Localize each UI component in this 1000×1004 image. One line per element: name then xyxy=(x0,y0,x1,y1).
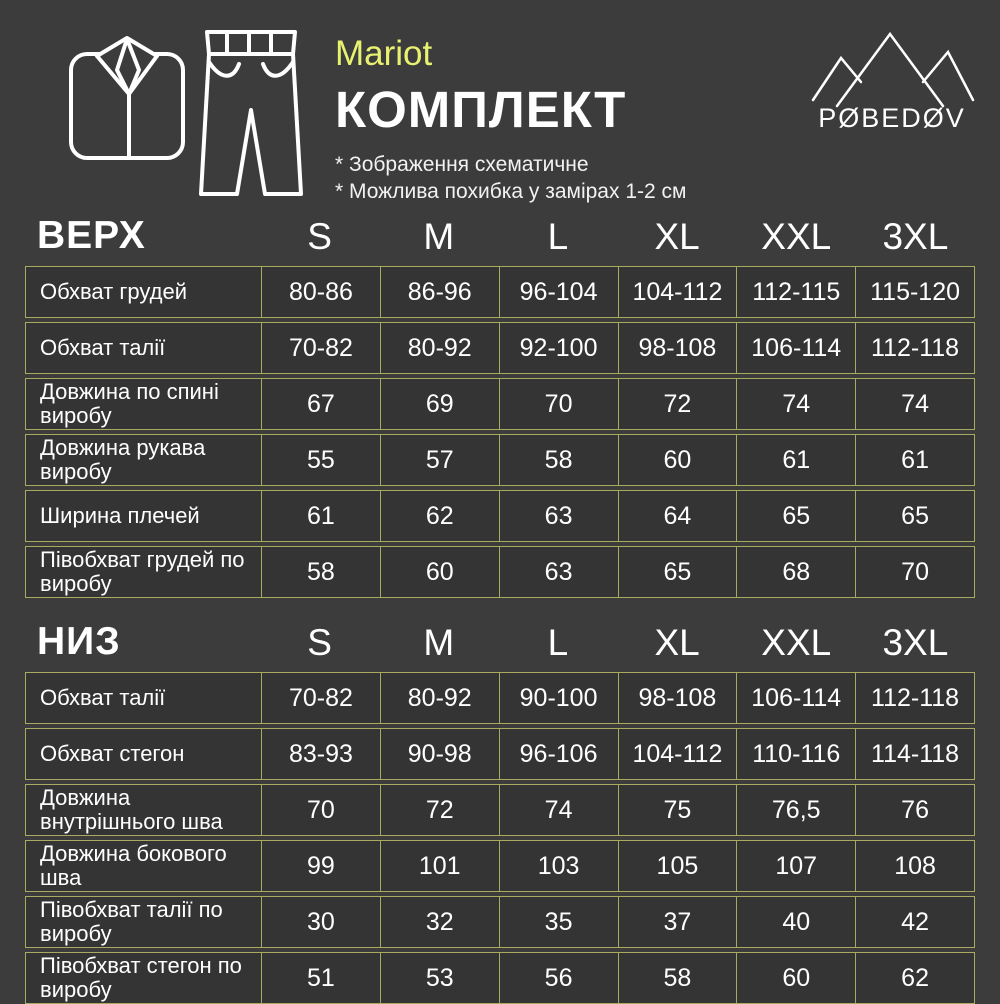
mountains-logo-icon xyxy=(813,34,973,106)
size-column-header: L xyxy=(547,622,569,663)
measurement-value: 64 xyxy=(618,491,737,541)
measurement-value: 58 xyxy=(618,953,737,1003)
brand-name: PØBEDØV xyxy=(818,103,966,133)
measurement-value: 70-82 xyxy=(261,323,380,373)
measurement-value: 90-100 xyxy=(499,673,618,723)
measurement-value: 98-108 xyxy=(618,673,737,723)
size-column-header: L xyxy=(547,216,569,257)
size-column-header: 3XL xyxy=(882,622,949,663)
measurement-value: 58 xyxy=(499,435,618,485)
size-column-header: XXL xyxy=(761,622,832,663)
measurement-value: 75 xyxy=(618,785,737,835)
measurement-value: 68 xyxy=(736,547,855,597)
measurement-label: Півобхват грудей по виробу xyxy=(40,547,245,596)
note-schematic: * Зображення схематичне xyxy=(335,153,589,176)
measurement-value: 69 xyxy=(380,379,499,429)
measurement-label: Довжина по спині виробу xyxy=(40,379,219,428)
measurement-value: 105 xyxy=(618,841,737,891)
notes xyxy=(335,151,686,205)
table-row xyxy=(25,784,975,836)
measurement-value: 99 xyxy=(261,841,380,891)
measurement-value: 60 xyxy=(380,547,499,597)
measurement-value: 80-92 xyxy=(380,673,499,723)
measurement-value: 55 xyxy=(261,435,380,485)
page-header xyxy=(0,0,1000,208)
size-column-header: XL xyxy=(654,216,700,257)
measurement-value: 106-114 xyxy=(736,323,855,373)
table-row xyxy=(25,266,975,318)
table-row xyxy=(25,490,975,542)
size-column-header: M xyxy=(423,622,455,663)
measurement-value: 92-100 xyxy=(499,323,618,373)
measurement-value: 115-120 xyxy=(855,267,974,317)
table-row xyxy=(25,434,975,486)
measurement-value: 62 xyxy=(380,491,499,541)
size-table-bottom xyxy=(25,614,975,1004)
size-header-row xyxy=(25,208,975,258)
measurement-label: Довжина внутрішнього шва xyxy=(40,785,223,834)
measurement-value: 70 xyxy=(499,379,618,429)
measurement-label: Обхват стегон xyxy=(40,741,185,766)
table-row xyxy=(25,378,975,430)
measurement-value: 72 xyxy=(380,785,499,835)
measurement-label: Довжина бокового шва xyxy=(40,841,227,890)
measurement-value: 74 xyxy=(855,379,974,429)
measurement-value: 58 xyxy=(261,547,380,597)
measurement-label: Півобхват талії по виробу xyxy=(40,897,223,946)
measurement-value: 110-116 xyxy=(736,729,855,779)
measurement-value: 70 xyxy=(855,547,974,597)
pants-icon xyxy=(201,32,301,194)
size-column-header: XL xyxy=(654,622,700,663)
folded-shirt-icon xyxy=(71,38,183,158)
measurement-value: 80-86 xyxy=(261,267,380,317)
title-block xyxy=(335,34,686,205)
measurement-value: 60 xyxy=(736,953,855,1003)
measurement-label: Ширина плечей xyxy=(40,503,200,528)
measurement-value: 104-112 xyxy=(618,729,737,779)
measurement-value: 70 xyxy=(261,785,380,835)
page-title: КОМПЛЕКТ xyxy=(335,81,627,138)
measurement-value: 61 xyxy=(261,491,380,541)
measurement-label: Довжина рукава виробу xyxy=(40,435,206,484)
table-row xyxy=(25,952,975,1004)
table-row xyxy=(25,728,975,780)
measurement-value: 72 xyxy=(618,379,737,429)
table-row xyxy=(25,840,975,892)
measurement-value: 61 xyxy=(855,435,974,485)
measurement-value: 114-118 xyxy=(855,729,974,779)
measurement-value: 65 xyxy=(618,547,737,597)
table-rows xyxy=(25,672,975,1004)
section-title: ВЕРХ xyxy=(37,214,146,257)
measurement-value: 65 xyxy=(736,491,855,541)
measurement-value: 74 xyxy=(736,379,855,429)
measurement-value: 63 xyxy=(499,491,618,541)
measurement-value: 37 xyxy=(618,897,737,947)
clothing-icons xyxy=(55,18,305,200)
measurement-value: 98-108 xyxy=(618,323,737,373)
measurement-value: 32 xyxy=(380,897,499,947)
measurement-value: 112-115 xyxy=(736,267,855,317)
measurement-value: 106-114 xyxy=(736,673,855,723)
measurement-value: 63 xyxy=(499,547,618,597)
product-name: Mariot xyxy=(335,34,433,73)
section-title: НИЗ xyxy=(37,620,121,663)
measurement-value: 86-96 xyxy=(380,267,499,317)
table-row xyxy=(25,322,975,374)
measurement-value: 30 xyxy=(261,897,380,947)
measurement-value: 76,5 xyxy=(736,785,855,835)
measurement-value: 107 xyxy=(736,841,855,891)
measurement-value: 70-82 xyxy=(261,673,380,723)
measurement-value: 108 xyxy=(855,841,974,891)
table-row xyxy=(25,896,975,948)
measurement-label: Обхват грудей xyxy=(40,279,188,304)
note-tolerance: * Можлива похибка у замірах 1-2 см xyxy=(335,180,687,203)
measurement-value: 42 xyxy=(855,897,974,947)
measurement-value: 80-92 xyxy=(380,323,499,373)
size-table-top xyxy=(25,208,975,598)
size-column-header: S xyxy=(307,622,332,663)
measurement-value: 61 xyxy=(736,435,855,485)
measurement-value: 76 xyxy=(855,785,974,835)
measurement-value: 112-118 xyxy=(855,323,974,373)
measurement-label: Обхват талії xyxy=(40,685,166,710)
measurement-value: 67 xyxy=(261,379,380,429)
measurement-label: Півобхват стегон по виробу xyxy=(40,953,242,1002)
measurement-value: 103 xyxy=(499,841,618,891)
measurement-value: 112-118 xyxy=(855,673,974,723)
size-column-header: 3XL xyxy=(882,216,949,257)
table-rows xyxy=(25,266,975,598)
measurement-value: 56 xyxy=(499,953,618,1003)
measurement-value: 51 xyxy=(261,953,380,1003)
measurement-value: 74 xyxy=(499,785,618,835)
size-column-header: XXL xyxy=(761,216,832,257)
measurement-value: 96-104 xyxy=(499,267,618,317)
measurement-value: 60 xyxy=(618,435,737,485)
size-column-header: M xyxy=(423,216,455,257)
measurement-value: 57 xyxy=(380,435,499,485)
measurement-value: 101 xyxy=(380,841,499,891)
measurement-value: 96-106 xyxy=(499,729,618,779)
measurement-value: 83-93 xyxy=(261,729,380,779)
size-header-row xyxy=(25,614,975,664)
size-column-header: S xyxy=(307,216,332,257)
brand-logo xyxy=(805,22,980,140)
table-row xyxy=(25,546,975,598)
measurement-value: 35 xyxy=(499,897,618,947)
measurement-value: 53 xyxy=(380,953,499,1003)
measurement-value: 62 xyxy=(855,953,974,1003)
measurement-value: 104-112 xyxy=(618,267,737,317)
measurement-value: 65 xyxy=(855,491,974,541)
measurement-value: 90-98 xyxy=(380,729,499,779)
measurement-value: 40 xyxy=(736,897,855,947)
measurement-label: Обхват талії xyxy=(40,335,166,360)
table-row xyxy=(25,672,975,724)
